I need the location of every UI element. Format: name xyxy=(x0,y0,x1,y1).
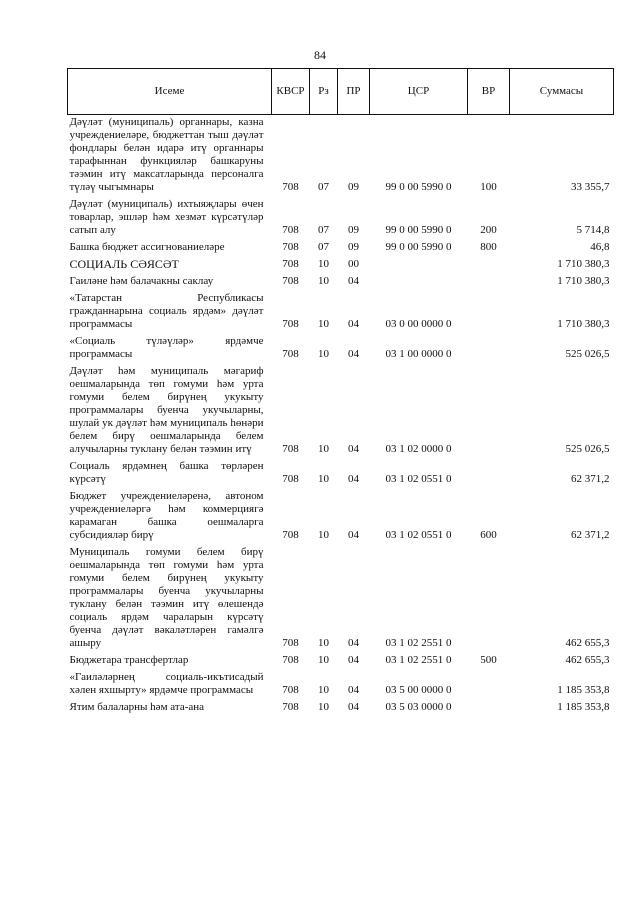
table-row xyxy=(68,364,614,459)
row-pr: 04 xyxy=(348,529,359,541)
row-sum: 525 026,5 xyxy=(565,443,610,455)
row-kvsr: 708 xyxy=(282,473,299,485)
row-vr xyxy=(468,291,510,334)
table-row xyxy=(68,240,614,257)
table-row xyxy=(68,545,614,653)
row-csr: 03 5 03 0000 0 xyxy=(385,701,452,713)
column-header-kvsr: КВСР xyxy=(272,69,310,115)
table-row xyxy=(68,274,614,291)
row-pr: 04 xyxy=(348,318,359,330)
row-kvsr: 708 xyxy=(282,701,299,713)
row-rz: 10 xyxy=(318,348,329,360)
row-csr: 03 1 02 2551 0 xyxy=(385,637,452,649)
row-kvsr: 708 xyxy=(282,684,299,696)
row-rz: 10 xyxy=(318,275,329,287)
row-csr xyxy=(370,257,468,274)
row-kvsr: 708 xyxy=(282,654,299,666)
row-vr: 500 xyxy=(480,654,497,666)
budget-table xyxy=(67,68,614,717)
row-kvsr: 708 xyxy=(282,529,299,541)
row-sum: 1 710 380,3 xyxy=(557,275,610,287)
row-pr: 04 xyxy=(348,701,359,713)
row-rz: 07 xyxy=(318,181,329,193)
row-name: СОЦИАЛЬ СӘЯСӘТ xyxy=(69,257,179,271)
row-rz: 07 xyxy=(318,224,329,236)
row-vr: 100 xyxy=(480,181,497,193)
row-sum: 5 714,8 xyxy=(576,224,610,236)
row-kvsr: 708 xyxy=(282,318,299,330)
page-number: 84 xyxy=(314,48,326,62)
row-vr: 600 xyxy=(480,529,497,541)
table-header xyxy=(68,69,614,115)
row-pr: 09 xyxy=(348,181,359,193)
row-sum: 525 026,5 xyxy=(565,348,610,360)
row-vr: 800 xyxy=(480,241,497,253)
row-kvsr: 708 xyxy=(282,181,299,193)
row-kvsr: 708 xyxy=(282,637,299,649)
row-sum: 1 710 380,3 xyxy=(557,318,610,330)
table-row xyxy=(68,334,614,364)
row-rz: 10 xyxy=(318,318,329,330)
table-row xyxy=(68,459,614,489)
table-row xyxy=(68,115,614,198)
row-kvsr: 708 xyxy=(282,348,299,360)
table-row xyxy=(68,670,614,700)
table-row xyxy=(68,700,614,717)
row-csr: 03 1 02 2551 0 xyxy=(385,654,452,666)
row-csr xyxy=(370,274,468,291)
row-vr xyxy=(468,459,510,489)
row-vr xyxy=(468,670,510,700)
column-header-pr: ПР xyxy=(338,69,370,115)
row-kvsr: 708 xyxy=(282,275,299,287)
row-csr: 03 5 00 0000 0 xyxy=(385,684,452,696)
row-name: Бюджет учреждениеләренә, автоном учреждениеләргә һәм коммерциягә карамаган башка оешмаларга субсидияләр бирү xyxy=(69,490,264,541)
row-csr: 99 0 00 5990 0 xyxy=(385,181,452,193)
table-body xyxy=(68,115,614,718)
row-csr: 03 1 02 0551 0 xyxy=(385,529,452,541)
row-name: Социаль ярдәмнең башка төрләрен күрсәтү xyxy=(69,460,264,485)
row-pr: 04 xyxy=(348,654,359,666)
row-rz: 10 xyxy=(318,637,329,649)
row-rz: 10 xyxy=(318,258,329,270)
column-header-name: Исеме xyxy=(68,69,272,115)
row-csr: 03 1 00 0000 0 xyxy=(385,348,452,360)
row-name: Ятим балаларны һәм ата-ана xyxy=(69,701,205,713)
row-rz: 07 xyxy=(318,241,329,253)
row-kvsr: 708 xyxy=(282,224,299,236)
row-pr: 04 xyxy=(348,443,359,455)
row-kvsr: 708 xyxy=(282,241,299,253)
row-sum: 1 185 353,8 xyxy=(557,684,610,696)
row-csr: 99 0 00 5990 0 xyxy=(385,224,452,236)
row-pr: 04 xyxy=(348,684,359,696)
column-header-vr: ВР xyxy=(468,69,510,115)
column-header-sum: Суммасы xyxy=(510,69,614,115)
column-header-csr: ЦСР xyxy=(370,69,468,115)
row-name: Дәүләт һәм муниципаль мәгариф оешмаларында төп гомуми һәм урта гомуми белем бирүнең укукыту программалары буенча укучыларны, шулай ук дәүләт һәм муниципаль һөнәри белем бирү оешмаларында белем алучыларны туклану белән тәэмин итү xyxy=(69,365,264,455)
row-name: «Татарстан Республикасы гражданнарына социаль ярдәм» дәүләт программасы xyxy=(69,292,264,330)
table-row xyxy=(68,653,614,670)
row-rz: 10 xyxy=(318,684,329,696)
row-kvsr: 708 xyxy=(282,443,299,455)
row-rz: 10 xyxy=(318,529,329,541)
row-sum: 1 185 353,8 xyxy=(557,701,610,713)
row-csr: 03 1 02 0000 0 xyxy=(385,443,452,455)
row-kvsr: 708 xyxy=(282,258,299,270)
row-pr: 00 xyxy=(348,258,359,270)
row-vr xyxy=(468,257,510,274)
row-vr xyxy=(468,545,510,653)
row-rz: 10 xyxy=(318,443,329,455)
row-vr xyxy=(468,364,510,459)
row-csr: 03 0 00 0000 0 xyxy=(385,318,452,330)
table-row xyxy=(68,489,614,545)
row-sum: 62 371,2 xyxy=(571,529,610,541)
row-csr: 99 0 00 5990 0 xyxy=(385,241,452,253)
row-rz: 10 xyxy=(318,701,329,713)
row-pr: 04 xyxy=(348,637,359,649)
row-name: Башка бюджет ассигнованиеләре xyxy=(69,241,225,253)
row-csr: 03 1 02 0551 0 xyxy=(385,473,452,485)
row-sum: 462 655,3 xyxy=(565,654,610,666)
row-name: Муниципаль гомуми белем бирү оешмаларында төп гомуми һәм урта гомуми белем бирүнең укукыту программалары буенча укучыларны туклану белән тәэмин итү өлешендә социаль ярдәм чараларын күрсәтү буенча дәүләт вәкаләтләрен гамәлгә ашыру xyxy=(69,546,264,649)
row-name: Бюджетара трансфертлар xyxy=(69,654,189,666)
row-name: «Социаль түләүләр» ярдәмче программасы xyxy=(69,335,264,360)
row-vr xyxy=(468,334,510,364)
row-vr: 200 xyxy=(480,224,497,236)
row-sum: 33 355,7 xyxy=(571,181,610,193)
row-name: Дәүләт (муниципаль) ихтыяҗлары өчен товарлар, эшләр һәм хезмәт күрсәтүләр сатып алу xyxy=(69,198,264,236)
row-sum: 1 710 380,3 xyxy=(557,258,610,270)
row-sum: 46,8 xyxy=(590,241,610,253)
row-rz: 10 xyxy=(318,654,329,666)
row-pr: 04 xyxy=(348,348,359,360)
row-sum: 462 655,3 xyxy=(565,637,610,649)
column-header-rz: Рз xyxy=(310,69,338,115)
row-rz: 10 xyxy=(318,473,329,485)
row-name: «Гаиләләрнең социаль-икътисадый хәлен яхшырту» ярдәмче программасы xyxy=(69,671,264,696)
table-row xyxy=(68,291,614,334)
row-sum: 62 371,2 xyxy=(571,473,610,485)
row-pr: 04 xyxy=(348,473,359,485)
row-pr: 09 xyxy=(348,241,359,253)
row-pr: 04 xyxy=(348,275,359,287)
table-row xyxy=(68,197,614,240)
table-row xyxy=(68,257,614,274)
row-name: Гаиләне һәм балачакны саклау xyxy=(69,275,214,287)
row-pr: 09 xyxy=(348,224,359,236)
row-vr xyxy=(468,274,510,291)
row-name: Дәүләт (муниципаль) органнары, казна учреждениеләре, бюджеттан тыш дәүләт фондлары белән идарә итү органнары тарафыннан функцияләр башкаруны тәэмин итү максатларында персоналга түләү чыгымнары xyxy=(69,116,264,193)
row-vr xyxy=(468,700,510,717)
